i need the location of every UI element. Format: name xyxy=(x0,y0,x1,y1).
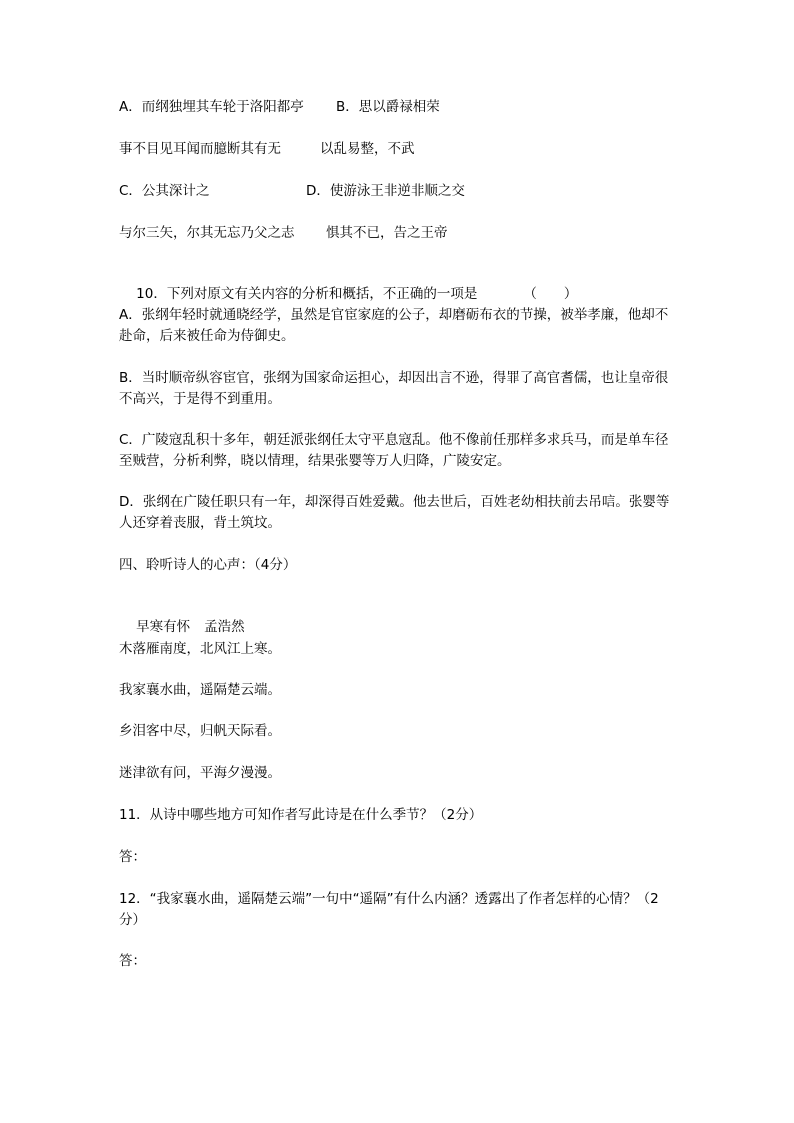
poem-line: 乡泪客中尽，归帆天际看。 xyxy=(119,723,281,739)
question-10-option-c: C．广陵寇乱积十多年，朝廷派张纲任太守平息寇乱。他不像前任那样多求兵马，而是单车径至贼营，分析利弊，晓以情理，结果张婴等万人归降，广陵安定。 xyxy=(119,432,669,469)
q9-option-b: B．思以爵禄相荣 xyxy=(336,99,440,115)
q9-option-a-second: 事不目见耳闻而臆断其有无 xyxy=(119,141,281,157)
q9-option-d: D．使游泳王非逆非顺之交 xyxy=(306,183,465,199)
question-12: 12．“我家襄水曲，遥隔楚云端”一句中“遥隔”有什么内涵？透露出了作者怎样的心情？（2分） xyxy=(119,891,659,928)
question-10-text: 10．下列对原文有关内容的分析和概括，不正确的一项是 xyxy=(136,286,478,302)
poem-title: 早寒有怀 xyxy=(136,619,191,635)
q9-option-c-second: 与尔三矢，尔其无忘乃父之志 xyxy=(119,225,295,241)
q9-option-b-second: 以乱易整，不武 xyxy=(320,141,415,157)
poem-line: 木落雁南度，北风江上寒。 xyxy=(119,641,281,657)
poem-line: 我家襄水曲，遥隔楚云端。 xyxy=(119,682,281,698)
answer-label: 答： xyxy=(119,953,146,969)
question-10-option-b: B．当时顺帝纵容宦官，张纲为国家命运担心，却因出言不逊，得罪了高官耆儒，也让皇帝很不高兴，于是得不到重用。 xyxy=(119,370,669,407)
poem-line: 迷津欲有问，平海夕漫漫。 xyxy=(119,765,281,781)
answer-parentheses: （ ） xyxy=(523,286,578,302)
q9-option-d-second: 惧其不已，告之王帝 xyxy=(326,225,448,241)
poem-author: 孟浩然 xyxy=(204,619,245,635)
question-11: 11．从诗中哪些地方可知作者写此诗是在什么季节？（2分） xyxy=(119,807,483,823)
answer-label: 答： xyxy=(119,849,146,865)
question-10-option-d: D．张纲在广陵任职只有一年，却深得百姓爱戴。他去世后，百姓老幼相扶前去吊唁。张婴等人还穿着丧服，背土筑坟。 xyxy=(119,494,670,531)
section-4-heading: 四、聆听诗人的心声：（4分） xyxy=(119,557,297,573)
q9-option-c: C．公其深计之 xyxy=(119,183,210,199)
question-10-option-a: A．张纲年轻时就通晓经学，虽然是官宦家庭的公子，却磨砺布衣的节操，被举孝廉，他却不赴命，后来被任命为侍御史。 xyxy=(119,307,669,344)
q9-option-a: A．而纲独埋其车轮于洛阳都亭 xyxy=(119,99,304,115)
